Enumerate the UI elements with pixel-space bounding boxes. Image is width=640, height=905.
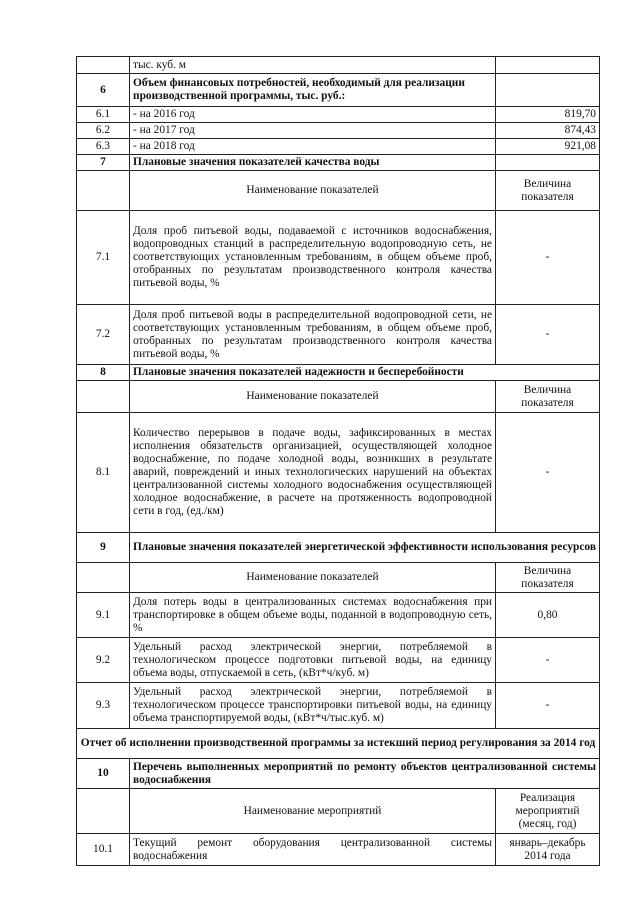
table-row: [77, 107, 600, 123]
row-number: 6.2: [77, 123, 130, 139]
section-title: Перечень выполненных мероприятий по ремонту объектов централизованной системы водоснабжения: [130, 759, 600, 789]
table-row: [77, 638, 600, 683]
column-header-row: [77, 171, 600, 211]
table-row: [77, 123, 600, 139]
row-text: Доля потерь воды в централизованных системах водоснабжения при транспортировке в общем объеме воды, поданной в водопроводную сеть, %: [130, 593, 496, 638]
row-value: [496, 155, 600, 171]
row-text: Доля проб питьевой воды в распределительной водопроводной сети, не соответствующих установленным требованиям, в общем объеме проб, отобранных по результатам производственного контроля качества питьевой воды, %: [130, 305, 496, 365]
column-header-value: Величина показателя: [496, 381, 600, 413]
row-number: 7.1: [77, 211, 130, 305]
row-text: - на 2018 год: [130, 139, 496, 155]
section-7-header: [77, 155, 600, 171]
row-value: -: [496, 638, 600, 683]
row-value: 921,08: [496, 139, 600, 155]
row-value: -: [496, 683, 600, 729]
column-header-name: Наименование показателей: [130, 381, 496, 413]
row-value: [496, 74, 600, 107]
section-number: 10: [77, 759, 130, 789]
report-title: Отчет об исполнении производственной программы за истекший период регулирования за 2014 год: [77, 729, 600, 759]
row-number: 9.3: [77, 683, 130, 729]
section-8-header: [77, 365, 600, 381]
row-number: [77, 57, 130, 74]
row-text: Текущий ремонт оборудования централизованной системы водоснабжения: [130, 834, 496, 866]
row-value: 874,43: [496, 123, 600, 139]
column-header-value: Величина показателя: [496, 171, 600, 211]
row-text: - на 2017 год: [130, 123, 496, 139]
section-number: 7: [77, 155, 130, 171]
row-number: 6.1: [77, 107, 130, 123]
row-value: [496, 57, 600, 74]
row-number: 9.1: [77, 593, 130, 638]
column-header-value: Величина показателя: [496, 563, 600, 593]
row-value: -: [496, 211, 600, 305]
section-title: Плановые значения показателей качества воды: [130, 155, 496, 171]
row-number: 6.3: [77, 139, 130, 155]
row-value: январь–декабрь 2014 года: [496, 834, 600, 866]
column-header-name: Наименование показателей: [130, 171, 496, 211]
row-text: тыс. куб. м: [130, 57, 496, 74]
report-title-row: [77, 729, 600, 759]
section-title: Плановые значения показателей надежности и бесперебойности: [130, 365, 600, 381]
column-header-row: [77, 563, 600, 593]
row-number: [77, 563, 130, 593]
section-number: 9: [77, 533, 130, 563]
section-10-header: [77, 759, 600, 789]
table-row: [77, 593, 600, 638]
row-number: [77, 381, 130, 413]
table-row: [77, 57, 600, 74]
row-number: [77, 789, 130, 834]
row-text: Количество перерывов в подаче воды, зафиксированных в местах исполнения обязательств организацией, осуществляющей холодное водоснабжение, по подаче холодной воды, возникших в результате аварий, повреждений и иных технологических нарушений на объектах централизованной системы холодного водоснабжения осуществляющей холодное водоснабжение, в расчете на протяженность водопроводной сети в год, (ед./км): [130, 413, 496, 533]
row-number: 9.2: [77, 638, 130, 683]
section-9-header: [77, 533, 600, 563]
row-number: 8.1: [77, 413, 130, 533]
table-row: [77, 683, 600, 729]
row-text: Удельный расход электрической энергии, потребляемой в технологическом процессе подготовки питьевой воды, на единицу объема воды, отпускаемой в сеть, (кВт*ч/куб. м): [130, 638, 496, 683]
row-text: Удельный расход электрической энергии, потребляемой в технологическом процессе транспортировки питьевой воды, на единицу объема транспортируемой воды, (кВт*ч/тыс.куб. м): [130, 683, 496, 729]
section-6-header: [77, 74, 600, 107]
table-row: [77, 211, 600, 305]
table-row: [77, 139, 600, 155]
column-header-row: [77, 381, 600, 413]
row-value: -: [496, 305, 600, 365]
table-row: [77, 834, 600, 866]
row-value: 819,70: [496, 107, 600, 123]
section-title: Объем финансовых потребностей, необходимый для реализации производственной программы, тыс. руб.:: [130, 74, 496, 107]
row-value: 0,80: [496, 593, 600, 638]
row-value: -: [496, 413, 600, 533]
column-header-value: Реализация мероприятий (месяц, год): [496, 789, 600, 834]
row-number: 10.1: [77, 834, 130, 866]
section-number: 6: [77, 74, 130, 107]
table-row: [77, 413, 600, 533]
section-title: Плановые значения показателей энергетической эффективности использования ресурсов: [130, 533, 600, 563]
row-number: [77, 171, 130, 211]
column-header-name: Наименование мероприятий: [130, 789, 496, 834]
column-header-row: [77, 789, 600, 834]
row-text: - на 2016 год: [130, 107, 496, 123]
column-header-name: Наименование показателей: [130, 563, 496, 593]
table-row: [77, 305, 600, 365]
section-number: 8: [77, 365, 130, 381]
row-text: Доля проб питьевой воды, подаваемой с источников водоснабжения, водопроводных станций в распределительную водопроводную сеть, не соответствующих установленным требованиям, в общем объеме проб, отобранных по результатам производственного контроля качества питьевой воды, %: [130, 211, 496, 305]
program-table: [76, 56, 600, 866]
row-number: 7.2: [77, 305, 130, 365]
